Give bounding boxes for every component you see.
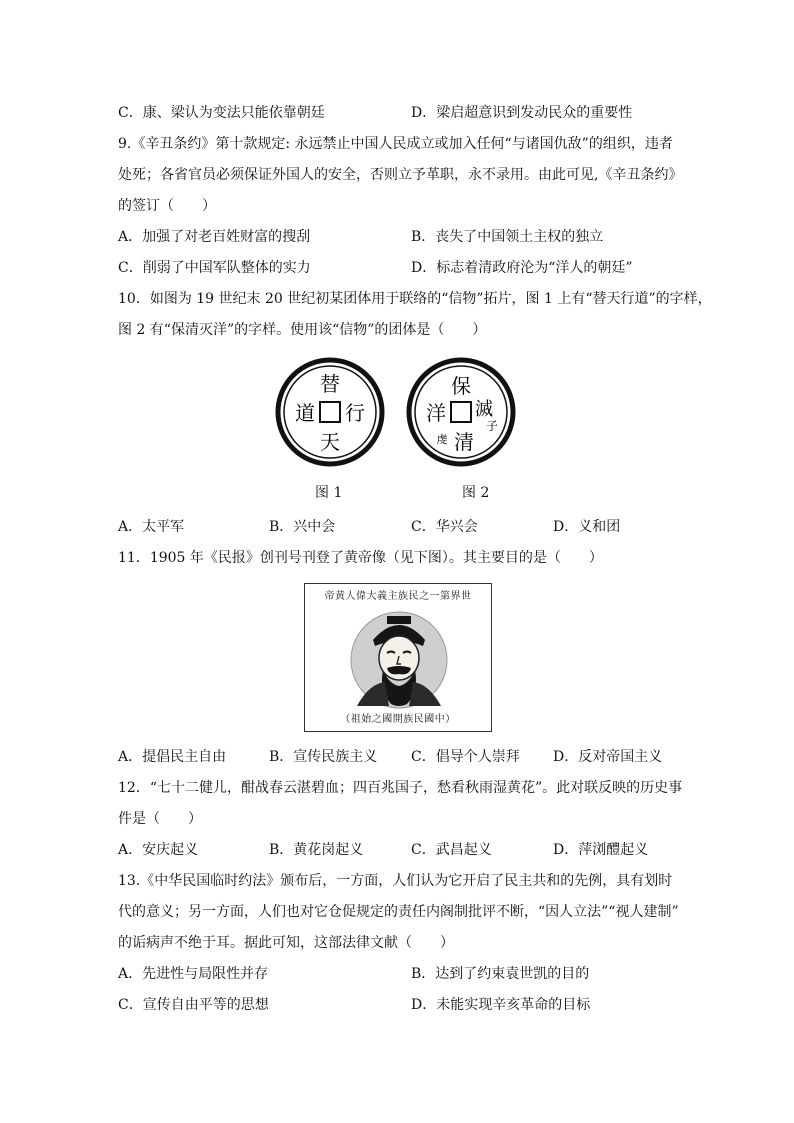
q9-option-a: A．加强了对老百姓财富的搜刮 xyxy=(118,229,311,245)
q13-stem-line1: 13.《中华民国临时约法》颁布后，一方面，人们认为它开启了民主共和的先例，具有划时 xyxy=(118,873,673,889)
q13-stem-line2: 代的意义；另一方面，人们也对它仓促规定的责任内阁制批评不断，“因人立法”“视人建制” xyxy=(118,904,679,920)
q9-option-b: B．丧失了中国领土主权的独立 xyxy=(411,229,604,245)
q9-option-d: D．标志着清政府沦为“洋人的朝廷” xyxy=(411,260,633,276)
q11-option-d: D．反对帝国主义 xyxy=(553,749,663,765)
coin1-char-right: 行 xyxy=(345,401,365,425)
q11-stem-line1: 11．1905 年《民报》创刊号刊登了黄帝像（见下图）。其主要目的是（ ） xyxy=(118,550,603,566)
q8-option-c: C．康、梁认为变法只能依靠朝廷 xyxy=(118,105,325,121)
q10-stem-line1: 10．如图为 19 世纪末 20 世纪初某团体用于联络的“信物”拓片，图 1 上有“替天行道”的字样， xyxy=(118,291,712,307)
q9-stem-line2: 处死；各省官员必须保证外国人的安全，否则立予革职，永不录用。由此可见,《辛丑条约》 xyxy=(118,167,683,183)
coin-figure-1 xyxy=(275,357,385,467)
q12-option-b: B．黄花岗起义 xyxy=(269,842,364,858)
figure-caption-1: 图 1 xyxy=(315,485,343,501)
q10-option-b: B．兴中会 xyxy=(269,519,336,535)
coin1-char-bottom: 天 xyxy=(320,430,340,454)
q12-stem-line2: 件是（ ） xyxy=(118,811,202,827)
figure-caption-2: 图 2 xyxy=(462,485,490,501)
q10-stem-line2: 图 2 有“保清灭洋”的字样。使用该“信物”的团体是（ ） xyxy=(118,322,487,338)
q13-option-c: C．宣传自由平等的思想 xyxy=(118,997,269,1013)
yellow-emperor-icon xyxy=(349,606,449,710)
q13-option-a: A．先进性与局限性并存 xyxy=(118,966,269,982)
coin1-char-top: 替 xyxy=(320,372,340,396)
coin1-char-left: 道 xyxy=(295,401,315,425)
coin2-char-left: 洋 xyxy=(426,401,446,425)
coin2-char-right2: 子 xyxy=(485,419,499,433)
q12-option-d: D．萍浏醴起义 xyxy=(553,842,649,858)
q11-option-b: B．宣传民族主义 xyxy=(269,749,378,765)
q12-option-c: C．武昌起义 xyxy=(411,842,492,858)
coin2-char-right: 滅 xyxy=(475,399,493,420)
coin2-char-top: 保 xyxy=(451,374,471,398)
q13-option-d: D．未能实现辛亥革命的目标 xyxy=(411,997,591,1013)
coin2-char-bottom-left: 虔 xyxy=(436,433,448,446)
q13-stem-line3: 的诟病声不绝于耳。据此可知，这部法律文献（ ） xyxy=(118,935,454,951)
q9-stem-line1: 9.《辛丑条约》第十款规定: 永远禁止中国人民成立或加入任何“与诸国仇敌”的组织，违者 xyxy=(118,136,673,152)
coin-figure-2 xyxy=(406,357,516,467)
q10-option-c: C．华兴会 xyxy=(411,519,478,535)
portrait-top-caption: 帝黄人偉大義主族民之一第界世 xyxy=(324,591,472,602)
q9-option-c: C．削弱了中国军队整体的实力 xyxy=(118,260,311,276)
coin2-char-bottom: 清 xyxy=(454,430,474,454)
q11-option-c: C．倡导个人崇拜 xyxy=(411,749,520,765)
q12-stem-line1: 12．“七十二健儿，酣战春云湛碧血；四百兆国子，愁看秋雨湿黄花”。此对联反映的历史事 xyxy=(118,780,683,796)
q10-option-a: A．太平军 xyxy=(118,519,185,535)
q9-stem-line3: 的签订（ ） xyxy=(118,198,216,214)
q12-option-a: A．安庆起义 xyxy=(118,842,199,858)
q13-option-b: B．达到了约束袁世凯的目的 xyxy=(411,966,590,982)
q11-option-a: A．提倡民主自由 xyxy=(118,749,227,765)
portrait-bottom-caption: （祖始之國開族民國中） xyxy=(340,714,456,725)
yellow-emperor-portrait xyxy=(304,583,492,732)
q10-option-d: D．义和团 xyxy=(553,519,621,535)
q8-option-d: D．梁启超意识到发动民众的重要性 xyxy=(411,105,633,121)
